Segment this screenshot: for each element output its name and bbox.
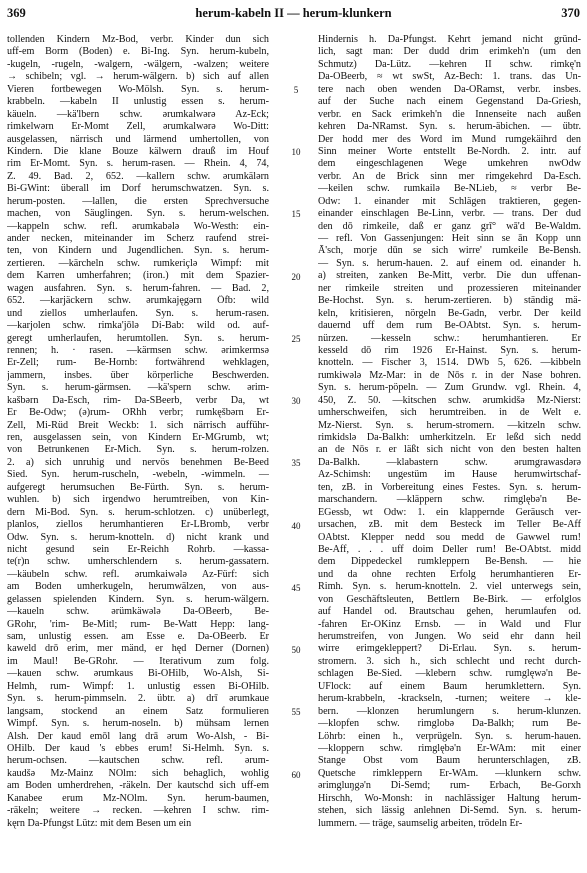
text-line: — refl. Von Gassenjungen: Heit sinn se ān Kopp unn <box>318 233 581 244</box>
text-line: käueln. —kä'lbern schw. ərumkalwərə Az-Eck; <box>7 108 269 120</box>
text-line: krabbeln. —kabeln II unlustig essen s. herum- <box>7 96 269 108</box>
text-line: tollenden Kindern Mz-Bod, verbr. Kinder dun sich <box>7 34 269 45</box>
text-line: und da ohne rechten Erfolg herumhantieren Er- <box>318 568 581 580</box>
text-line: Kanabee erum Mz-NOlm. Syn. herum-baumen, <box>7 792 269 804</box>
text-line: an de Nōs r. er läßt sich nicht von den besten halten <box>318 444 581 456</box>
text-line: wagen ausfahren. Syn. s. herum-fahren. — Bad. 2, <box>7 282 269 294</box>
text-line: ten, von Kindern und Jugendlichen. Syn. s. herum- <box>7 245 269 257</box>
text-line: ursachen, zB. mit dem Besteck im Teller Be-Aff <box>318 519 581 531</box>
text-line: einander einschlagen Be-Linn, verbr. — trans. Der dud <box>318 208 581 220</box>
text-line: marschandern. —kläppern schw. rimglębə'n Be- <box>318 494 581 506</box>
text-line: Be-Hochst. Syn. s. herum-zertieren. b) ständig mä- <box>318 295 581 307</box>
text-line: herumstreifen, von Jungen. Wo seid ehr dann heil <box>318 631 581 642</box>
text-line: dauernd uff dem rum Be-OAbtst. Syn. s. herum- <box>318 320 581 332</box>
text-line: ner rimkeile streiten und prozessieren miteinander <box>318 282 581 294</box>
text-line: Er Be-Odw; (ə)rum- ORhh verbr; rumkęšbərn Er- <box>7 407 269 419</box>
text-line: uff-em Borm (Boden) e. Bi-Ing. Syn. herum-kubeln, <box>7 46 269 58</box>
text-line: —karjolen schw. rimka'jōlə Di-Bab: wild od. auf- <box>7 320 269 332</box>
text-line: Schmutz) Da-Lütz. —kehren II schw. rimkę'n <box>318 58 581 70</box>
line-number: 40 <box>291 520 301 531</box>
text-line: Wimpf. Syn. s. herum-noseln. b) mühsam lernen <box>7 718 269 730</box>
text-line: umherschweifen, sich herumtreiben. in de Welt e. <box>318 407 581 419</box>
text-line: am Boden umherdrehen, -räkeln. Der kautschd sich uff-em <box>7 780 269 792</box>
running-title: herum-kabeln II — herum-klunkern <box>195 6 392 20</box>
page-header <box>7 6 580 28</box>
text-line: ren, ausgelassen sein, von Kindern Er-MGrumb, wt; <box>7 432 269 443</box>
text-line: bern. —klonzen herumlungern s. herum-klunzen. <box>318 705 581 717</box>
text-line: stehen, sich lässig anlehnen Di-Semd. Syn. s. herum- <box>318 805 581 817</box>
text-line: im Maul! Be-GRohr. — Iterativum zum folg. <box>7 655 269 667</box>
text-line: —kaueln schw. ərümkäwələ Da-OBeerb, Be- <box>7 606 269 618</box>
line-number: 15 <box>291 209 301 220</box>
text-line: verbr. en Sack erimkeh'n die Innenseite nach außen <box>318 108 581 120</box>
text-line: am Boden umherkugeln, herumwälzen, von aus- <box>7 581 269 593</box>
line-number: 20 <box>291 271 301 282</box>
text-line: Mz-Nierst. Syn. s. herum-stromern. —kitzeln schw. <box>318 419 581 431</box>
text-line: dem Dippedeckel rumkleppern Be-Bensh. — hie <box>318 556 581 568</box>
text-line: Odw: 1. einander mit Schlägen traktieren, gegen- <box>318 195 581 207</box>
text-line: Syn. s. herum-pimmseln. 2. übtr. a) drī ərumkaue <box>7 693 269 705</box>
text-line: nicht gesund sein Er-Reichh Rohrb. —kassa- <box>7 543 269 555</box>
text-line: → schibeln; vgl. → herum-wälgern. b) sich auf allen <box>7 71 269 83</box>
text-line: Z. 49. Bad. 2, 652. —kallern schw. ərumkälərn <box>7 170 269 182</box>
text-line: —kauen schw. ərumkaus Bi-OHilb, Wo-Alsh, Si- <box>7 668 269 680</box>
text-line: tere nach oben wenden Da-ORamst, verbr. insbes. <box>318 83 581 95</box>
page-number-right: 370 <box>561 6 580 20</box>
text-line: herum-posten. —lallen, die ersten Sprechversuche <box>7 195 269 207</box>
text-line: jammern, insbes. über körperliche Beschwerden. <box>7 369 269 381</box>
text-line: kęrn Da-Pfungst Lütz: mit dem Besen um ein <box>7 817 192 829</box>
text-line: 2. a) sich unruhig und nervös benehmen Be-Beed <box>7 456 269 468</box>
text-line: —kappeln schw. refl. ərumkabələ Wo-Westh: ein- <box>7 220 269 232</box>
text-line: Syn. s. herum-gärmsen. —kä'spern schw. ərim- <box>7 382 269 394</box>
text-line: Der hodd mer des Word im Mund rumgekäihrd den <box>318 133 581 145</box>
page-number-left: 369 <box>7 6 26 20</box>
text-line: wuhlen. b) sich irgendwo herumtreiben, von Kin- <box>7 494 269 506</box>
text-line: ander necken, miteinander im Scherz raufend strei- <box>7 233 269 244</box>
text-line: herum-krabbeln, -krackseln, -turnen; weitere → kle- <box>318 693 581 705</box>
text-line: rumkiwələ Mz-Mar: in de Nōs r. in der Nase bohren. <box>318 369 581 381</box>
text-line: ausgelassen, närrisch und lärmend umhertollen, von <box>7 133 269 145</box>
text-line: Bi-GWint: überall im Dorf herumschwatzen. Syn. s. <box>7 183 269 195</box>
text-line: auf der Suche nach einem Gegenstand Da-Griesh, <box>318 96 581 108</box>
text-line: te(r)n schw. umherschlendern s. herum-gassatern. <box>7 556 269 568</box>
line-number: 60 <box>291 769 301 780</box>
text-line: 450, Z. 50. —kitschen schw. ərumkidšə Mz-Nierst: <box>318 394 581 406</box>
text-line: -kugeln, -rugeln, -walgern, -wälgern, -walzen; weitere <box>7 58 269 70</box>
text-line: machen, von Säuglingen. Syn. s. herum-welschen. <box>7 208 269 220</box>
text-line: herum-ochsen. —kautschen schw. refl. ərum- <box>7 755 269 767</box>
text-line: Alsh. Der kaud emōl lang drā ərum Wo-Alsh, - Bi- <box>7 730 269 742</box>
text-line: kašbərn Da-Esch, rim- Da-SBeerb, verbr Da, wt <box>7 394 269 406</box>
text-line: dem Karren umherfahren; (iron.) mit dem Spazier- <box>7 270 269 282</box>
text-line: OAbtst. Klepper nedd sou medd de Gawwel rum! <box>318 531 581 543</box>
text-line: lich, sagt man: Der dudd drim erimkeh'n (um den <box>318 46 581 58</box>
text-line: dem eingeschlagenen Wege umkehren nwOdw <box>318 158 581 170</box>
text-line: Hirschh, Wo-Monsh: in nachlässiger Haltung herum- <box>318 792 581 804</box>
text-line: Sinn meiner Worte entstellt Be-Nordh. 2. intr. auf <box>318 145 581 157</box>
text-line: —klopfen schw. rimglobə Da-Balkh; rum Be- <box>318 718 581 730</box>
text-line: Az-Schimsh: ungestüm im Hause herumwirtschaf- <box>318 469 581 481</box>
text-line: Odw. Syn. s. herum-knotteln. d) nicht krank und <box>7 531 269 543</box>
text-line: rimkelwərn Er-Momt Zell, ərumkalwərə Wo-Ditt: <box>7 121 269 133</box>
text-line: ten, zB. in Vorbereitung eines Festes. Syn. s. herum- <box>318 481 581 493</box>
text-line: — Syn. s. herum-hauen. 2. auf einem od. einander h. <box>318 257 581 269</box>
text-line: sam, unlustig essen. am Esse e. Da-OBeerb. Er <box>7 631 269 642</box>
line-number: 55 <box>291 707 301 718</box>
text-line: —keilen schw. rumkailə Be-NLieb, ≈ verbr Be- <box>318 183 581 195</box>
text-line: Sied. Syn. herum-ruscheln, -webeln, -wimmeln. — <box>7 469 269 481</box>
line-number: 45 <box>291 582 301 593</box>
left-column <box>7 34 269 830</box>
text-line: verbr. An de Brick sinn mer rimgekehrd Da-Esch. <box>318 170 581 182</box>
text-line: Vieren fortbewegen Wo-Mölsh. Syn. s. herum- <box>7 83 269 95</box>
text-line: kaweld drō erim, mer mänd, er hęd Derner (Dornen) <box>7 643 269 655</box>
text-line: kesseld dō rim 1926 Er-Hainst. Syn. s. herum- <box>318 344 581 356</box>
text-line: aufgeregt herumsuchen Be-Fürth. Syn. s. herum- <box>7 481 269 493</box>
text-line: wirre erimgekleppert? Di-Erlau. Syn. s. herum- <box>318 643 581 655</box>
text-line: nürzen. —kesseln schw.: herumhantieren. Er <box>318 332 581 344</box>
text-line: —käubeln schw. refl. ərumkaiwələ Az-Fürf: sich <box>7 568 269 580</box>
text-line: Zell, Mi-Rüd Breit Weckb: 1. sich närrisch aufführ- <box>7 419 269 431</box>
text-line: Helmh, rum- Wimpf: 1. unlustig essen Bi-OHilb. <box>7 680 269 692</box>
text-line: —kloppern schw. rimglębə'n Er-WAm: mit einer <box>318 742 581 754</box>
text-line: 652. —karjäckern schw. ərumkajęgərn Öfb: wild <box>7 295 269 307</box>
text-line: Quetsche rimkleppern Er-WAm. —klunkern schw. <box>318 767 581 779</box>
line-number: 30 <box>291 396 301 407</box>
text-line: Da-OBeerb, ≈ wt swSt, Az-Bech: 1. trans. das Un- <box>318 71 581 83</box>
text-line: keln, kritisieren, nörgeln Be-Gadn, verbr. Der keild <box>318 307 581 319</box>
text-line: rim Er-Momt. Syn. s. herum-rasen. — Rhein. 4, 74, <box>7 158 269 170</box>
text-line: dern Mi-Bod. Syn. s. herum-schlotzen. c) unüberlegt, <box>7 506 269 518</box>
text-line: GRohr, 'rim- Be-Mitl; rum- Be-Watt Hepp: lang- <box>7 618 269 630</box>
right-column <box>318 34 581 830</box>
text-line: langsam, stockend an einem Satz formulieren <box>7 705 269 717</box>
text-line: gelassen spielenden Kindern. Syn. s. herum-wälgern. <box>7 593 269 605</box>
text-line: Stange Obst vom Baum herunterschlagen, zB. <box>318 755 581 767</box>
text-line: EGessb, wt Odw: 1. ein klappernde Geräusch ver- <box>318 506 581 518</box>
line-number: 10 <box>291 147 301 158</box>
text-line: geregt umherlaufen, herumtollen. Syn. s. herum- <box>7 332 269 344</box>
text-line: Er-Zell; rum- Be-Hornb: fortwährend wehklagen, <box>7 357 269 369</box>
text-line: kaudšə Mz-Mainz NOlm: sich behaglich, wohlig <box>7 767 269 779</box>
text-line: von Betrunkenen Er-Mich. Syn. s. herum-rolzen. <box>7 444 269 456</box>
text-line: und ziellos umherlaufen. Syn. s. herum-rasen. <box>7 307 269 319</box>
text-line: stromern. 3. sich h., sich schlecht und recht durch- <box>318 655 581 667</box>
text-line: Da-Balkh. —klabastern schw. ərumgrawasdərə <box>318 456 581 468</box>
text-line: a) streiten, zanken Be-Mitt, verbr. Die dun uffenan- <box>318 270 581 282</box>
text-line: auf Handel od. Brautschau gehen, herumlaufen od. <box>318 606 581 618</box>
text-line: ərimgluŋgə'n Di-Semd; rum- Erbach, Be-Gorxh <box>318 780 581 792</box>
text-line: den dō rimkeile, daß er ganz grī° wā'd Be-Waldm. <box>318 220 581 232</box>
text-line: OHilb. Der kaud 's ebbes erum! Si-Helmh. Syn. s. <box>7 742 269 754</box>
text-line: zertieren. —kärcheln schw. rumkeriçlə Wimpf: mit <box>7 257 269 269</box>
text-line: schlagen Be-Sied. —klebern schw. rumglęwə'n Be- <box>318 668 581 680</box>
line-number: 50 <box>291 645 301 656</box>
text-line: knotteln. — Fischer 3, 1514. DWb 5, 626. —kibbeln <box>318 357 581 369</box>
text-line: lummern. — träge, saumselig arbeiten, trödeln Er- <box>318 817 523 829</box>
text-line: rimkidslə Da-Balkh: umherkitzeln. Er leßd sich nedd <box>318 432 581 443</box>
text-line: Be-Aff, . . . uff doim Deller rum! Be-OAbtst. midd <box>318 543 581 555</box>
text-line: Hindernis h. Da-Pfungst. Kehrt jemand nicht gründ- <box>318 34 581 45</box>
text-line: Ā'sch, morje dūn se sich wirre' rumkeile Be-Bensh. <box>318 245 581 257</box>
text-line: Kindern. Die klane Bouze kälwern drauß im Houf <box>7 145 269 157</box>
text-line: -räkeln; weitere → recken. —kehren I schw. rim- <box>7 805 269 817</box>
text-line: rennen; h. · rasen. —kärmsen schw. ərimkermsə <box>7 344 269 356</box>
text-line: Löhrb: einen h., verprügeln. Syn. s. herum-hauen. <box>318 730 581 742</box>
text-line: UFlock: auf einem Baum herumklettern. Syn. <box>318 680 581 692</box>
line-number: 5 <box>293 84 299 95</box>
text-line: kehren Da-NRamst. Syn. s. herum-äbichen. — übtr. <box>318 121 581 133</box>
text-line: -fahren Er-OKinz Ernsb. — in Wald und Flur <box>318 618 581 630</box>
text-line: Rimh. Syn. s. herum-knotteln. 2. viel unterwegs sein, <box>318 581 581 593</box>
text-line: planlos, ziellos herumhantieren Er-LBromb, verbr <box>7 519 269 531</box>
line-number: 35 <box>291 458 301 469</box>
line-number: 25 <box>291 333 301 344</box>
text-line: Syn. s. herum-pöpeln. — Zum Grundw. vgl. Rhein. 4, <box>318 382 581 394</box>
text-line: von Geschäftsleuten, Bettlern Be-Birk. — erfolglos <box>318 593 581 605</box>
